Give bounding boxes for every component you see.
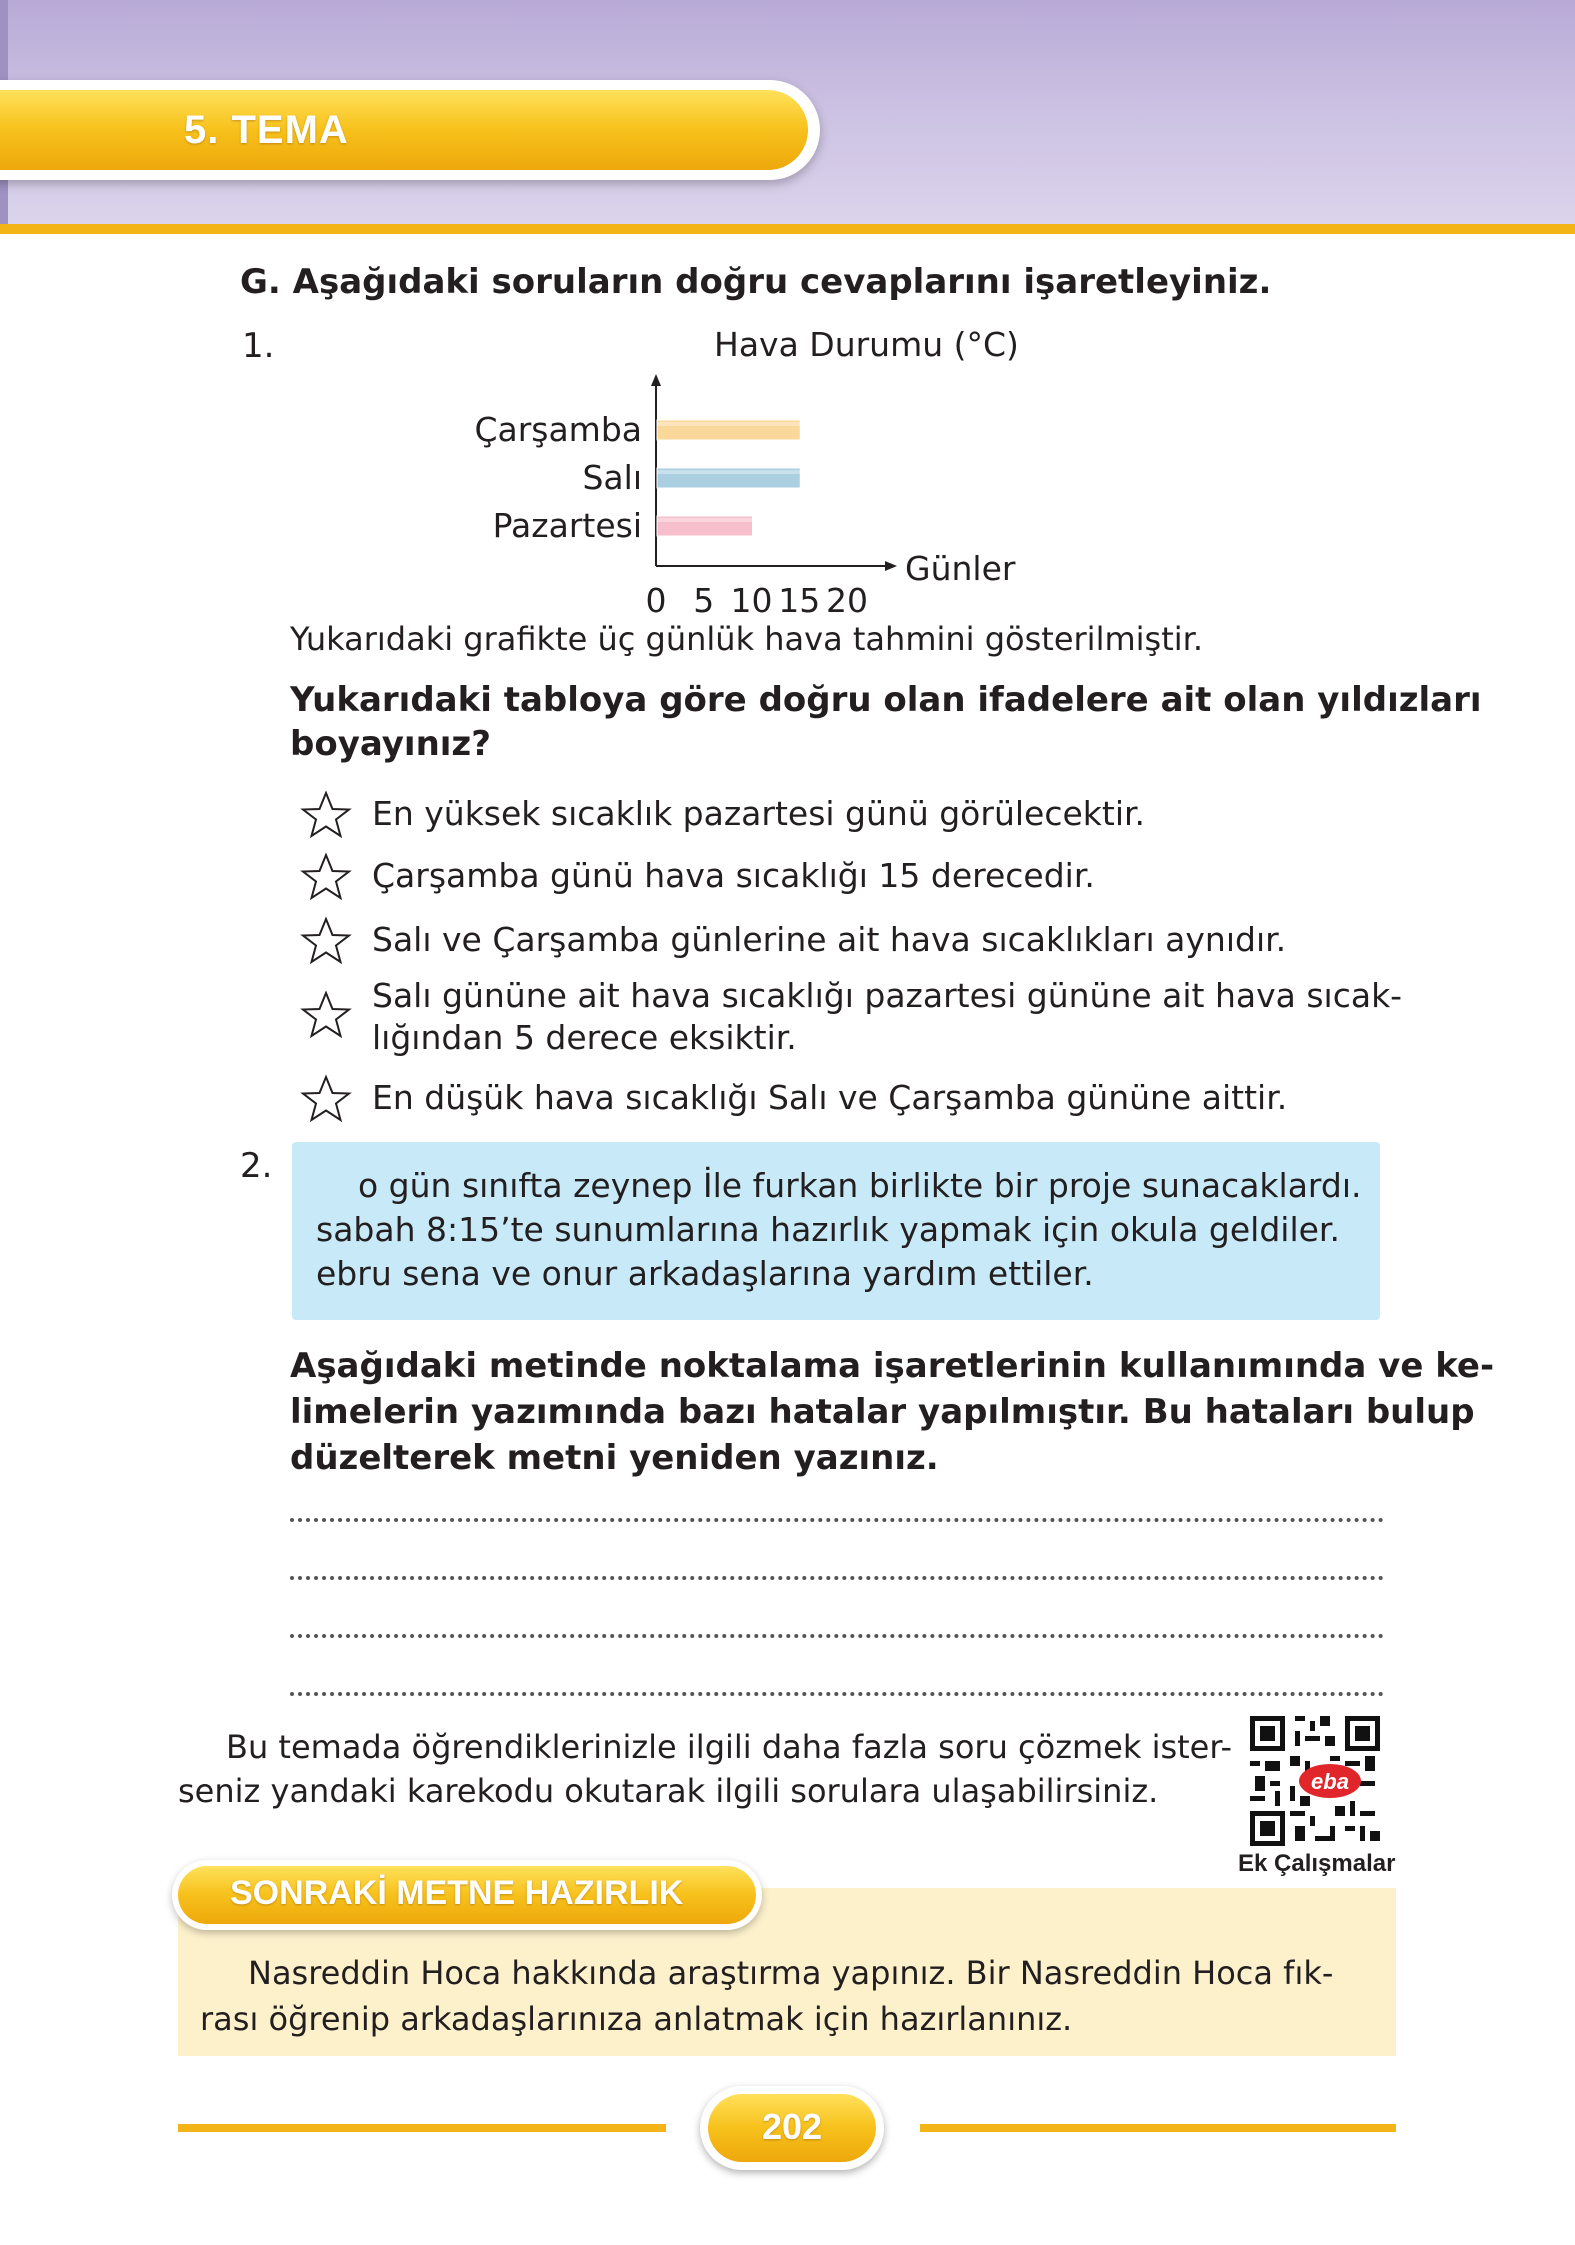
footer-rule-right <box>920 2124 1396 2132</box>
question-1-number: 1. <box>242 326 275 366</box>
question-2-prompt-line: limelerin yazımında bazı hatalar yapılmıştır. Bu hataları bulup <box>290 1392 1475 1432</box>
weather-bar-chart <box>440 320 1240 620</box>
header-divider <box>0 224 1575 234</box>
footer-rule-left <box>178 2124 666 2132</box>
qr-code-icon[interactable] <box>1250 1716 1380 1846</box>
next-text-prep-title: SONRAKİ METNE HAZIRLIK <box>230 1874 684 1912</box>
star-icon[interactable] <box>300 1074 352 1124</box>
statement-text: En yüksek sıcaklık pazartesi günü görülecektir. <box>372 794 1146 833</box>
star-icon[interactable] <box>300 790 352 840</box>
passage-line: o gün sınıfta zeynep İle furkan birlikte bir proje sunacaklardı. <box>358 1166 1362 1205</box>
answer-line[interactable] <box>290 1630 1384 1638</box>
statement-text-line1: Salı gününe ait hava sıcaklığı pazartesi gününe ait hava sıcak- <box>372 976 1403 1015</box>
question-1-prompt-line1: Yukarıdaki tabloya göre doğru olan ifadelere ait olan yıldızları <box>290 680 1482 720</box>
x-tick-label: 5 <box>693 581 715 620</box>
x-tick-label: 0 <box>645 581 667 620</box>
x-axis-arrow <box>885 561 897 571</box>
star-icon[interactable] <box>300 852 352 902</box>
bar-highlight <box>657 470 800 474</box>
question-2-prompt-line: düzelterek metni yeniden yazınız. <box>290 1438 939 1478</box>
answer-line[interactable] <box>290 1688 1384 1696</box>
bar-highlight <box>657 518 753 522</box>
bar-highlight <box>657 422 800 426</box>
qr-badge-text: eba <box>1311 1769 1349 1794</box>
question-2-prompt-line: Aşağıdaki metinde noktalama işaretlerinin kullanımında ve ke- <box>290 1346 1495 1386</box>
statement-text: En düşük hava sıcaklığı Salı ve Çarşamba gününe aittir. <box>372 1078 1288 1117</box>
next-text-prep-line2: rası öğrenip arkadaşlarınıza anlatmak için hazırlanınız. <box>200 2000 1073 2038</box>
star-icon[interactable] <box>300 916 352 966</box>
category-label: Çarşamba <box>474 410 642 449</box>
x-tick-label: 20 <box>826 581 868 620</box>
answer-line[interactable] <box>290 1572 1384 1580</box>
statement-text-line2: lığından 5 derece eksiktir. <box>372 1018 797 1057</box>
chart-title: Hava Durumu (°C) <box>714 325 1019 364</box>
answer-line[interactable] <box>290 1514 1384 1522</box>
page-number: 202 <box>761 2106 823 2147</box>
tema-tab <box>0 90 808 170</box>
x-axis-label: Günler <box>905 549 1016 588</box>
erroneous-passage-box <box>292 1142 1380 1320</box>
category-label: Salı <box>582 458 642 497</box>
tema-title: 5. TEMA <box>184 108 349 152</box>
section-instruction: G. Aşağıdaki soruların doğru cevaplarını işaretleyiniz. <box>240 262 1272 302</box>
next-text-prep-line1: Nasreddin Hoca hakkında araştırma yapınız. Bir Nasreddin Hoca fık- <box>248 1954 1334 1992</box>
qr-note-line1: Bu temada öğrendiklerinizle ilgili daha fazla soru çözmek ister- <box>226 1728 1233 1766</box>
statement-text: Salı ve Çarşamba günlerine ait hava sıcaklıkları aynıdır. <box>372 920 1287 959</box>
y-axis-arrow <box>651 374 661 386</box>
passage-line: sabah 8:15’te sunumlarına hazırlık yapmak için okula geldiler. <box>316 1210 1340 1249</box>
statement-text: Çarşamba günü hava sıcaklığı 15 derecedir. <box>372 856 1095 895</box>
star-icon[interactable] <box>300 990 352 1040</box>
x-tick-label: 15 <box>778 581 821 620</box>
category-label: Pazartesi <box>492 506 642 545</box>
qr-note-line2: seniz yandaki karekodu okutarak ilgili sorulara ulaşabilirsiniz. <box>178 1772 1159 1810</box>
qr-label: Ek Çalışmalar <box>1238 1850 1396 1877</box>
x-tick-label: 10 <box>730 581 773 620</box>
passage-line: ebru sena ve onur arkadaşlarına yardım ettiler. <box>316 1254 1094 1293</box>
question-1-prompt-line2: boyayınız? <box>290 724 491 764</box>
chart-caption: Yukarıdaki grafikte üç günlük hava tahmini gösterilmiştir. <box>290 620 1204 658</box>
question-2-number: 2. <box>240 1146 273 1186</box>
